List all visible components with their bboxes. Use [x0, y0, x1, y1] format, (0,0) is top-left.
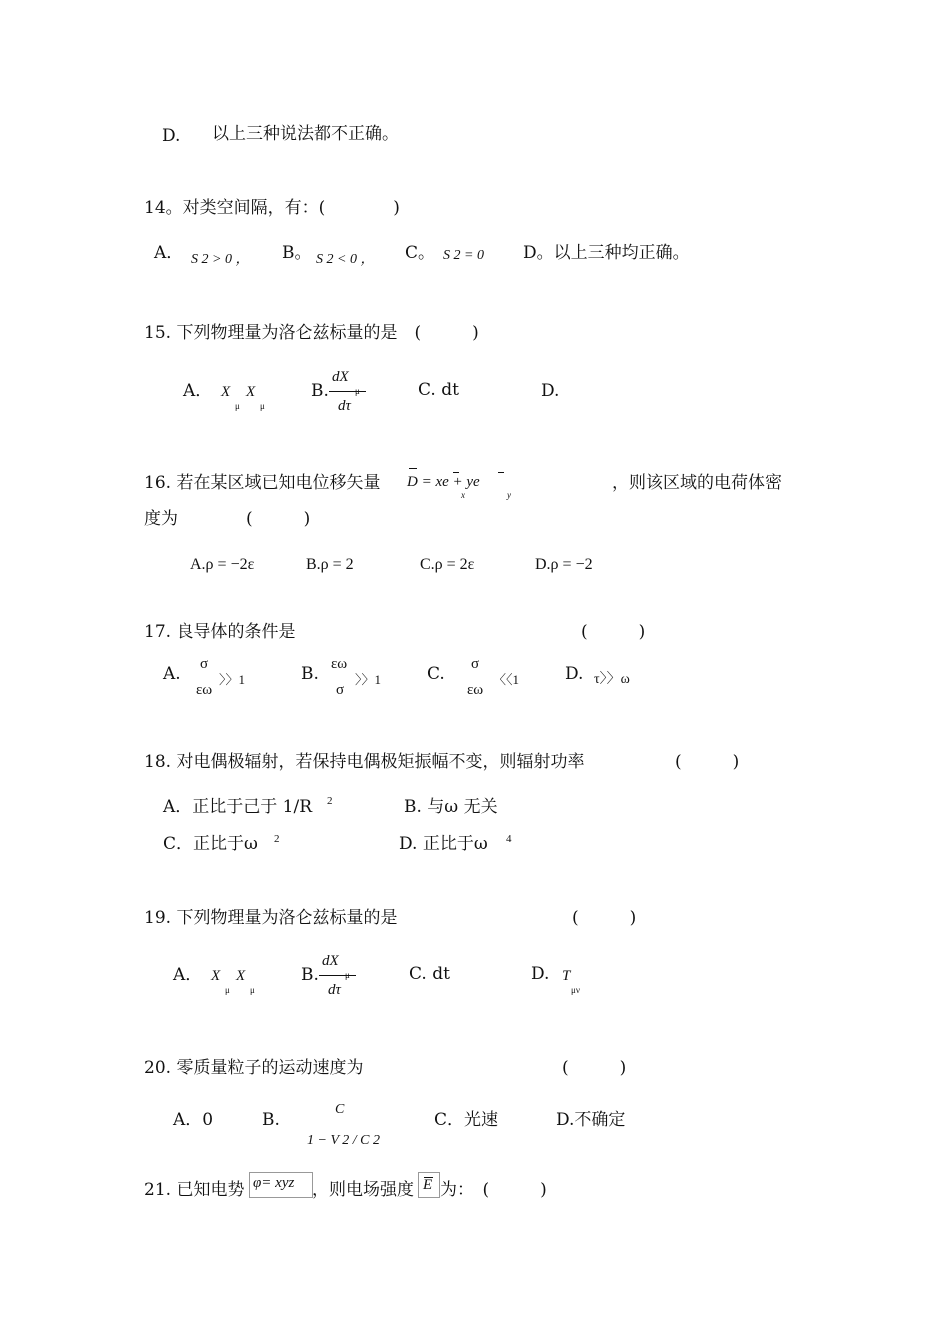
q15-option-d-label: D.	[541, 381, 560, 401]
q16-vector-bar-ey	[498, 472, 504, 473]
q21-stem-mid: ，则电场强度	[312, 1180, 414, 1200]
q20-stem: 20. 零质量粒子的运动速度为	[144, 1058, 364, 1078]
q18-option-a: A．正比于己于 1/R	[163, 797, 313, 817]
q16-stem-pre: 16. 若在某区域已知电位移矢量	[144, 473, 381, 493]
q14-option-d: D。以上三种均正确。	[523, 243, 690, 263]
q19-option-b-fraction-bar	[319, 975, 356, 976]
q16-stem-line2: 度为 ( )	[144, 509, 311, 529]
q17-option-a-denominator: εω	[196, 682, 213, 698]
q21-potential-formula: φ= xyz	[253, 1175, 295, 1191]
q16-sub-x: x	[461, 490, 465, 500]
q21-stem-pre: 21. 已知电势	[144, 1180, 245, 1200]
q19-option-b-numerator: dX	[322, 953, 339, 969]
q20-option-b-label: B.	[262, 1110, 280, 1130]
q17-option-a-relation: 〉〉1	[219, 672, 246, 687]
q19-option-a-mu2: μ	[250, 985, 255, 995]
q21-potential-formula-box	[249, 1172, 313, 1198]
q18-option-d: D. 正比于ω	[399, 834, 488, 854]
q18-option-b: B. 与ω 无关	[404, 797, 498, 817]
q20-option-c: C．光速	[434, 1110, 499, 1130]
q18-option-c-sup: 2	[274, 833, 280, 845]
q14-option-b-label: B。	[282, 243, 312, 263]
q13-option-d-text: 以上三种说法都不正确。	[212, 124, 399, 144]
q15-option-b-denominator: dτ	[338, 398, 351, 414]
q17-option-b-relation: 〉〉1	[355, 672, 382, 687]
q14-option-a-expr: S 2 > 0 ，	[191, 252, 250, 267]
q20-answer-paren: ( )	[562, 1058, 627, 1078]
q18-answer-paren: ( )	[675, 752, 740, 772]
q17-option-b-numerator: εω	[331, 656, 348, 672]
q14-option-c-label: C。	[405, 243, 436, 263]
q17-option-b-label: B.	[301, 664, 319, 684]
q16-d-expr: D = xe + ye	[407, 474, 480, 490]
q14-option-b-expr: S 2 < 0 ，	[316, 252, 375, 267]
q20-option-a: A．0	[173, 1110, 214, 1130]
q15-option-a-x1: X	[221, 384, 231, 400]
q15-option-a-mu2: μ	[260, 401, 265, 411]
q20-option-b-numerator: C	[335, 1102, 345, 1117]
q19-option-a-label: A．	[173, 965, 203, 985]
q17-option-c-numerator: σ	[471, 656, 480, 672]
q18-option-a-sup: 2	[327, 795, 333, 807]
q16-vector-bar-d	[409, 468, 417, 469]
q15-option-b-fraction-bar	[329, 391, 366, 392]
q16-stem-post: ，则该区域的电荷体密	[612, 473, 782, 493]
q15-option-a-x2: X	[246, 384, 256, 400]
q17-option-d-label: D.	[565, 664, 584, 684]
q16-sub-y: y	[507, 490, 511, 500]
q17-option-c-relation: 〈〈1	[493, 672, 520, 687]
q17-option-b-denominator: σ	[336, 682, 345, 698]
q19-option-d-label: D.	[531, 964, 550, 984]
q17-option-c-denominator: εω	[467, 682, 484, 698]
q13-option-d-label: D.	[162, 126, 181, 146]
q15-option-b-numerator: dX	[332, 369, 349, 385]
q16-option-b: B.ρ = 2	[306, 556, 354, 573]
q17-stem: 17. 良导体的条件是	[144, 622, 296, 642]
q19-option-b-label: B.	[301, 965, 319, 985]
q14-option-a-label: A．	[154, 243, 184, 263]
q17-option-d-expr: τ〉〉ω	[594, 672, 630, 687]
q21-field-vector: E	[423, 1177, 433, 1193]
q15-option-b-label: B.	[311, 381, 329, 401]
q19-option-d-munu: μν	[571, 985, 580, 995]
q17-answer-paren: ( )	[581, 622, 646, 642]
q21-stem-post: 为： ( )	[440, 1180, 547, 1200]
q21-field-vector-box	[418, 1172, 440, 1198]
q19-option-b-denominator: dτ	[328, 982, 341, 998]
q17-option-c-label: C.	[427, 664, 445, 684]
q15-option-c: C. dt	[418, 380, 459, 400]
q17-option-a-numerator: σ	[200, 656, 209, 672]
q14-stem: 14。对类空间隔，有：( )	[144, 198, 400, 218]
q19-answer-paren: ( )	[572, 908, 637, 928]
q19-option-a-mu1: μ	[225, 985, 230, 995]
q19-option-a-x2: X	[236, 968, 246, 984]
q14-option-c-expr: S 2 = 0	[443, 248, 484, 263]
q18-option-d-sup: 4	[506, 833, 512, 845]
q19-stem: 19. 下列物理量为洛仑兹标量的是	[144, 908, 398, 928]
q16-option-d: D.ρ = −2	[535, 556, 593, 573]
q16-vector-bar-ex	[453, 472, 459, 473]
q18-option-c: C．正比于ω	[163, 834, 258, 854]
q16-option-a: A.ρ = −2ε	[190, 556, 255, 573]
q20-option-d: D.不确定	[556, 1110, 626, 1130]
q15-stem: 15. 下列物理量为洛仑兹标量的是 ( )	[144, 323, 479, 343]
q20-option-b-denominator: 1 − V 2 / C 2	[307, 1133, 380, 1148]
q19-option-a-x1: X	[211, 968, 221, 984]
q17-option-a-label: A.	[163, 664, 181, 684]
q18-stem: 18. 对电偶极辐射，若保持电偶极矩振幅不变，则辐射功率	[144, 752, 585, 772]
q15-option-a-mu1: μ	[235, 401, 240, 411]
q19-option-c: C. dt	[409, 964, 450, 984]
q19-option-d-t: T	[562, 968, 571, 984]
q16-option-c: C.ρ = 2ε	[420, 556, 475, 573]
q15-option-a-label: A．	[183, 381, 213, 401]
